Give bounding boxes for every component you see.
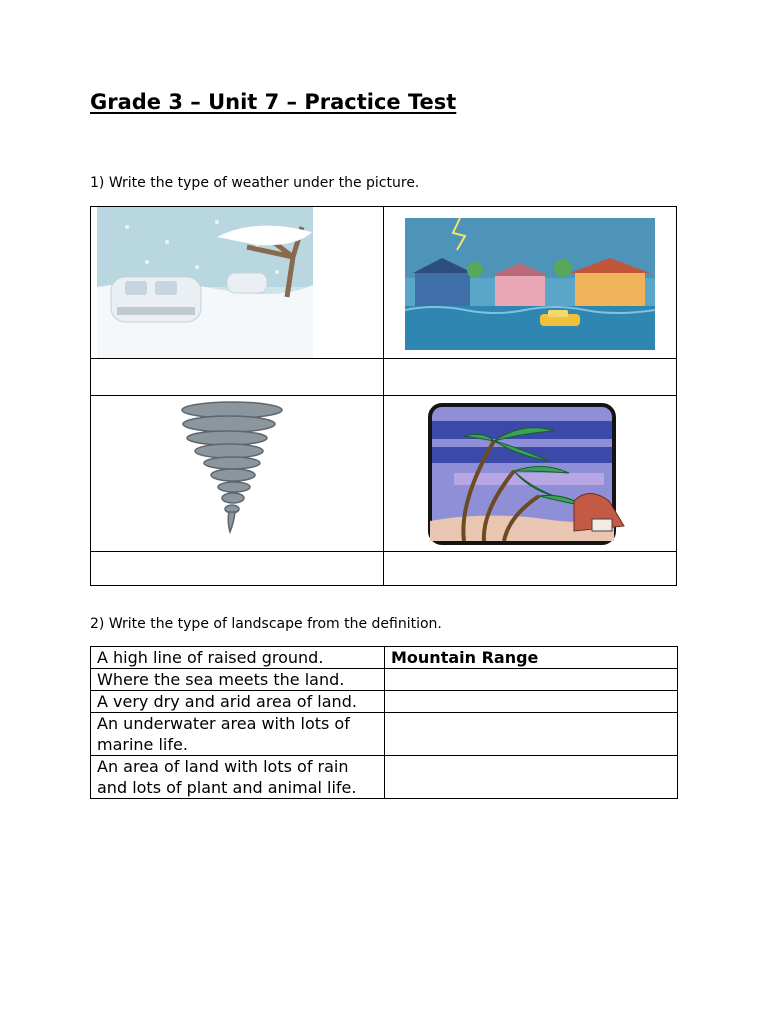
snow-scene-image [97, 207, 313, 359]
landscape-table [90, 646, 678, 799]
weather-answer-cell[interactable] [383, 358, 677, 396]
landscape-answer[interactable] [385, 669, 678, 691]
page-title: Grade 3 – Unit 7 – Practice Test [90, 90, 457, 114]
table-row [91, 647, 678, 669]
landscape-definition: A very dry and arid area of land. [91, 691, 385, 713]
windstorm-palm-trees-image [424, 401, 634, 549]
landscape-definition: A high line of raised ground. [91, 647, 385, 669]
landscape-definition: An underwater area with lots of marine life. [91, 713, 385, 756]
table-row [91, 691, 678, 713]
landscape-answer[interactable] [385, 713, 678, 756]
weather-picture-cell-tornado [90, 395, 384, 552]
table-row [91, 756, 678, 799]
flood-scene-image [405, 218, 655, 350]
table-row [91, 669, 678, 691]
weather-answer-cell[interactable] [90, 358, 384, 396]
question-1-prompt: 1) Write the type of weather under the picture. [90, 175, 420, 191]
weather-picture-grid [90, 206, 677, 586]
landscape-answer[interactable]: Mountain Range [385, 647, 678, 669]
tornado-image [177, 400, 287, 534]
weather-picture-cell-flood [383, 206, 677, 359]
landscape-answer[interactable] [385, 691, 678, 713]
weather-answer-cell[interactable] [383, 551, 677, 586]
table-row [91, 713, 678, 756]
weather-picture-cell-snow [90, 206, 384, 359]
weather-picture-cell-windstorm [383, 395, 677, 552]
question-2-prompt: 2) Write the type of landscape from the definition. [90, 616, 442, 632]
weather-answer-cell[interactable] [90, 551, 384, 586]
landscape-definition: Where the sea meets the land. [91, 669, 385, 691]
landscape-answer[interactable] [385, 756, 678, 799]
landscape-definition: An area of land with lots of rain and lots of plant and animal life. [91, 756, 385, 799]
